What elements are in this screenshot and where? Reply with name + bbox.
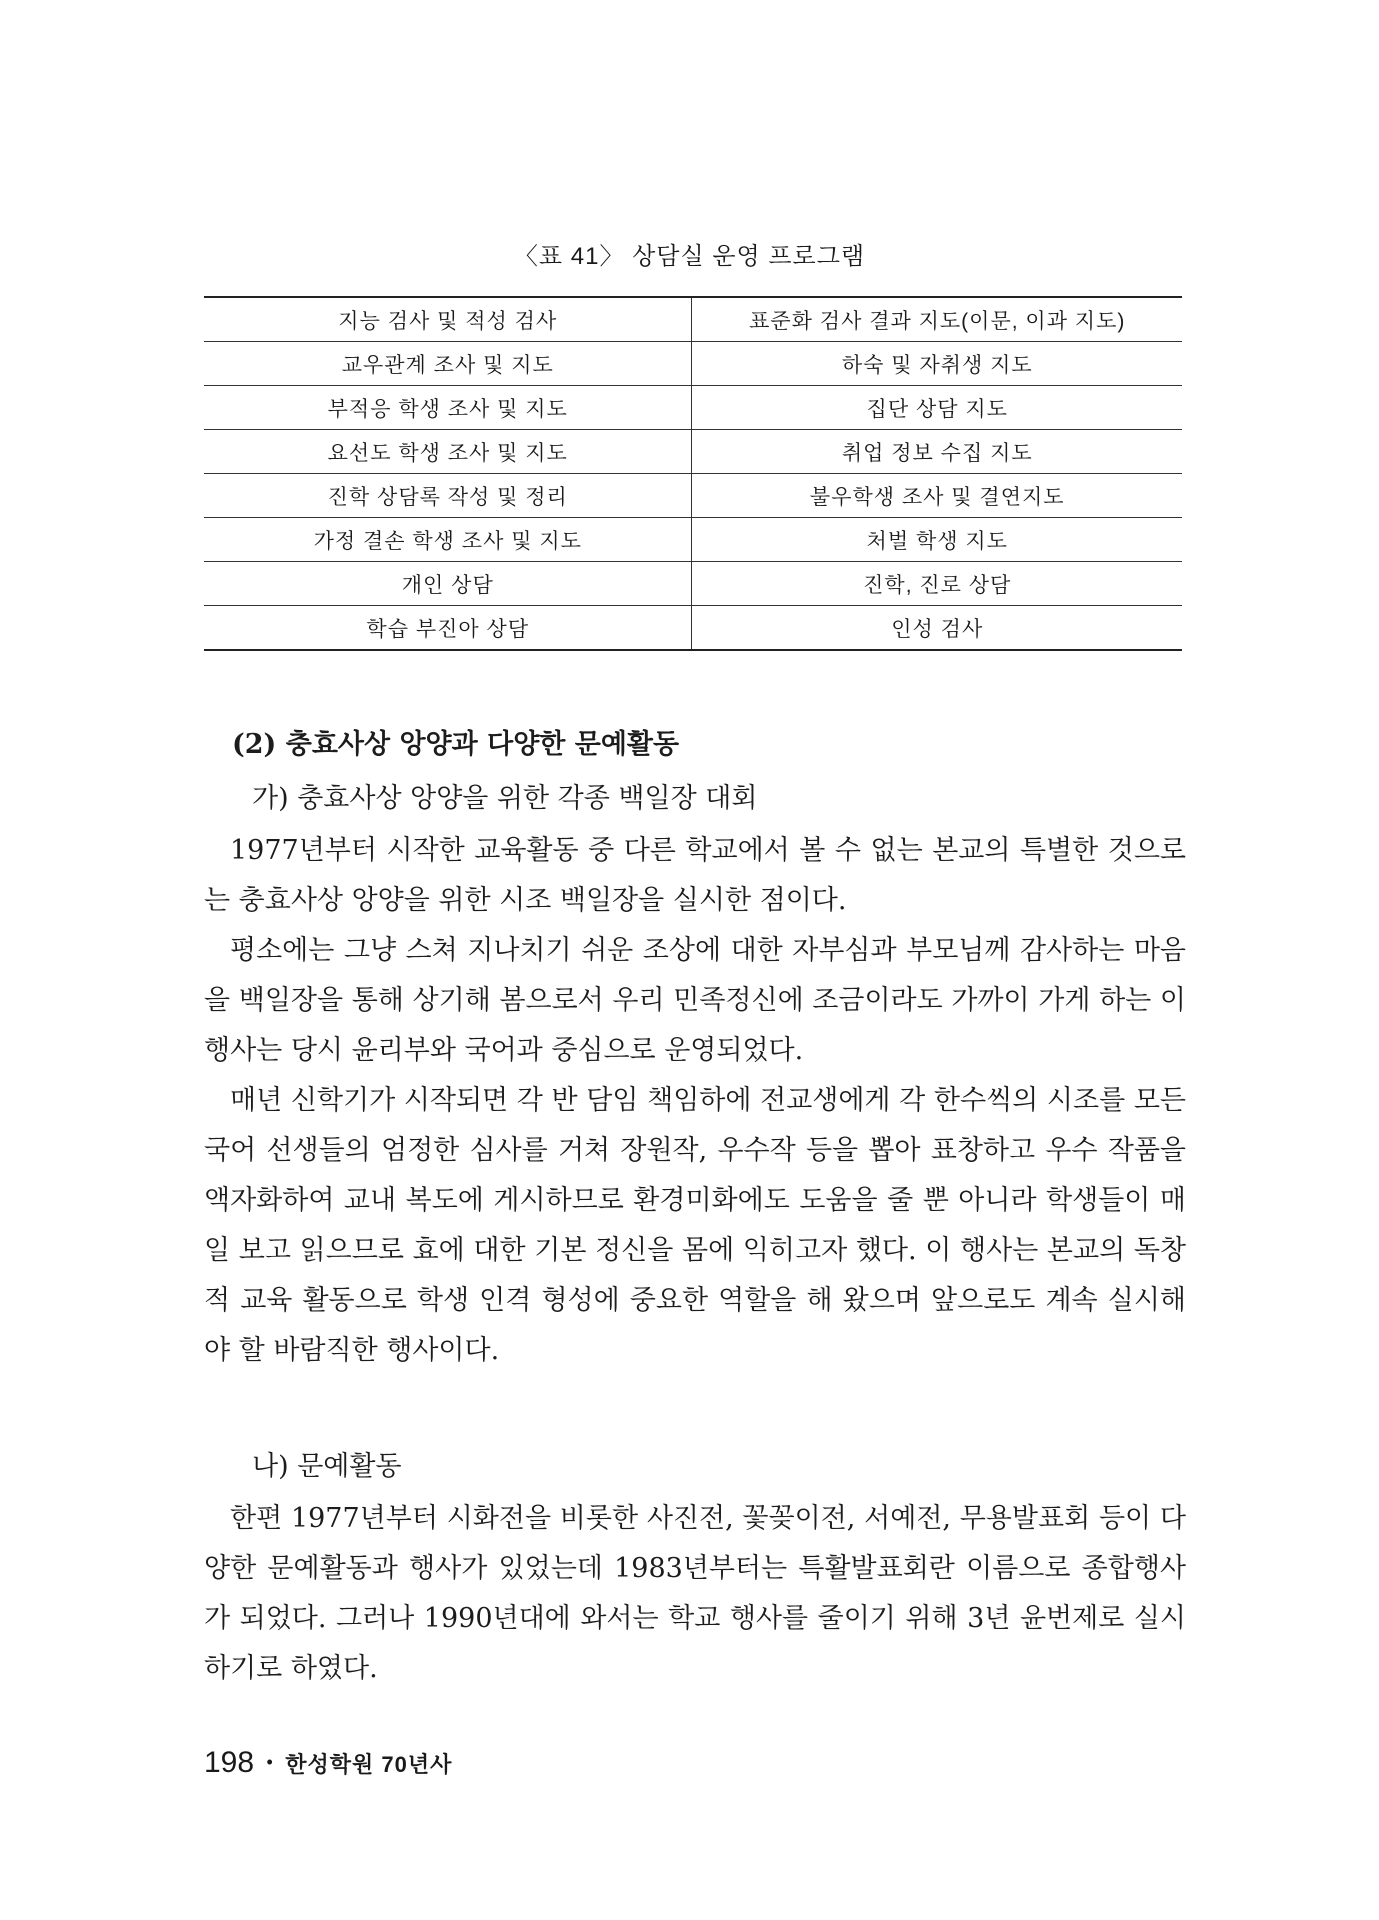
- page-footer: [204, 1746, 452, 1780]
- table-cell-right: 인성 검사: [891, 617, 984, 641]
- table-cell-right: 하숙 및 자취생 지도: [692, 342, 1182, 386]
- table-cell-left: 교우관계 조사 및 지도: [204, 342, 692, 386]
- table-cell-right: 불우학생 조사 및 결연지도: [692, 474, 1182, 518]
- table-row: [204, 518, 1182, 562]
- footer-bullet: •: [266, 1752, 273, 1772]
- section-heading: (2) 충효사상 앙양과 다양한 문예활동: [232, 729, 680, 760]
- table-cell-left: 요선도 학생 조사 및 지도: [204, 430, 692, 474]
- book-title: 한성학원 70년사: [285, 1752, 453, 1777]
- table-row: [204, 562, 1182, 606]
- subsection-heading-b: 나) 문예활동: [252, 1451, 402, 1482]
- paragraph-4: 한편 1977년부터 시화전을 비롯한 사진전, 꽃꽂이전, 서예전, 무용발표회 등이 다양한 문예활동과 행사가 있었는데 1983년부터는 특활발표회란 이름으로 종합행사가 되었다. 그러나 1990년대에 와서는 학교 행사를 줄이기 위해 3년 윤번제로 실시하기로 하였다.: [204, 1503, 1186, 1684]
- table-cell-left: 개인 상담: [204, 562, 692, 606]
- table-row: [204, 606, 1182, 651]
- table-cell-left: 부적응 학생 조사 및 지도: [204, 386, 692, 430]
- table-cell-left: 가정 결손 학생 조사 및 지도: [204, 518, 692, 562]
- table-cell-right: 표준화 검사 결과 지도(이문, 이과 지도): [692, 297, 1182, 342]
- counseling-program-table: [204, 296, 1182, 651]
- table-cell-right: 처벌 학생 지도: [692, 518, 1182, 562]
- table-cell-right: 진학, 진로 상담: [692, 562, 1182, 606]
- table-row: [204, 342, 1182, 386]
- table-caption: 〈표 41〉 상담실 운영 프로그램: [513, 243, 866, 270]
- paragraph-2: 평소에는 그냥 스쳐 지나치기 쉬운 조상에 대한 자부심과 부모님께 감사하는 마음을 백일장을 통해 상기해 봄으로서 우리 민족정신에 조금이라도 가까이 가게 하는 이 행사는 당시 윤리부와 국어과 중심으로 운영되었다.: [204, 935, 1186, 1066]
- page-number: 198: [204, 1746, 255, 1779]
- table-cell-left: 진학 상담록 작성 및 정리: [204, 474, 692, 518]
- table-cell-right: 집단 상담 지도: [692, 386, 1182, 430]
- table-cell-left: 학습 부진아 상담: [204, 606, 692, 651]
- paragraph-3: 매년 신학기가 시작되면 각 반 담임 책임하에 전교생에게 각 한수씩의 시조를 모든 국어 선생들의 엄정한 심사를 거쳐 장원작, 우수작 등을 뽑아 표창하고 우수 작품을 액자화하여 교내 복도에 게시하므로 환경미화에도 도움을 줄 뿐 아니라 학생들이 매일 보고 읽으므로 효에 대한 기본 정신을 몸에 익히고자 했다. 이 행사는 본교의 독창적 교육 활동으로 학생 인격 형성에 중요한 역할을 해 왔으며 앞으로도 계속 실시해야 할 바람직한 행사이다.: [204, 1085, 1186, 1366]
- table-cell-right: 취업 정보 수집 지도: [692, 430, 1182, 474]
- subsection-heading-a: 가) 충효사상 앙양을 위한 각종 백일장 대회: [252, 783, 758, 814]
- table-row: [204, 297, 1182, 342]
- table-cell-left: 지능 검사 및 적성 검사: [204, 297, 692, 342]
- table-row: [204, 474, 1182, 518]
- table-row: [204, 430, 1182, 474]
- table-row: [204, 386, 1182, 430]
- paragraph-1: 1977년부터 시작한 교육활동 중 다른 학교에서 볼 수 없는 본교의 특별한 것으로는 충효사상 앙양을 위한 시조 백일장을 실시한 점이다.: [204, 835, 1186, 916]
